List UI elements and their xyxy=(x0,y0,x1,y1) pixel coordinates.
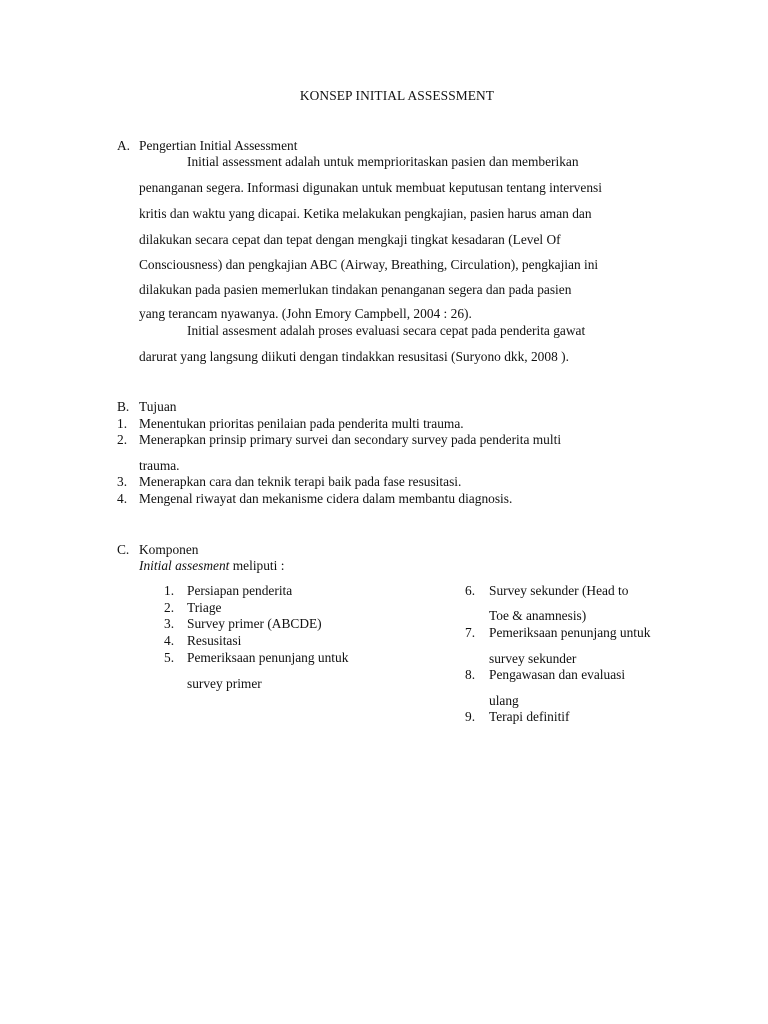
tujuan-num-3: 3. xyxy=(117,474,128,489)
section-b-marker: B. xyxy=(117,399,130,414)
para1-line-3: kritis dan waktu yang dicapai. Ketika melakukan pengkajian, pasien harus aman dan xyxy=(139,206,592,221)
para2-line-1: Initial assesment adalah proses evaluasi secara cepat pada penderita gawat xyxy=(187,323,586,338)
para1-line-6: dilakukan pada pasien memerlukan tindakan penanganan segera dan pada pasien xyxy=(139,282,572,297)
para1-line-2: penanganan segera. Informasi digunakan untuk membuat keputusan tentang intervensi xyxy=(139,180,602,195)
para2-line-2: darurat yang langsung diikuti dengan tindakkan resusitasi (Suryono dkk, 2008 ). xyxy=(139,349,569,364)
tujuan-item-3: Menerapkan cara dan teknik terapi baik pada fase resusitasi. xyxy=(139,474,462,489)
document-title: KONSEP INITIAL ASSESSMENT xyxy=(299,88,495,103)
komponen-item-3: Survey primer (ABCDE) xyxy=(187,616,322,631)
komponen-item-5-cont: survey primer xyxy=(187,676,262,691)
tujuan-item-2-cont: trauma. xyxy=(139,458,180,473)
komponen-num-9: 9. xyxy=(465,709,476,724)
tujuan-num-2: 2. xyxy=(117,432,128,447)
komponen-item-6: Survey sekunder (Head to xyxy=(489,583,629,598)
tujuan-num-4: 4. xyxy=(117,491,128,506)
komponen-num-5: 5. xyxy=(164,650,175,665)
komponen-intro xyxy=(139,558,284,574)
komponen-num-7: 7. xyxy=(465,625,476,640)
komponen-item-1: Persiapan penderita xyxy=(187,583,293,598)
komponen-num-6: 6. xyxy=(465,583,476,598)
komponen-item-9: Terapi definitif xyxy=(489,709,570,724)
komponen-item-5: Pemeriksaan penunjang untuk xyxy=(187,650,349,665)
komponen-item-8-cont: ulang xyxy=(489,693,519,708)
komponen-item-7-cont: survey sekunder xyxy=(489,651,577,666)
tujuan-item-1: Menentukan prioritas penilaian pada penderita multi trauma. xyxy=(139,416,464,431)
komponen-item-7: Pemeriksaan penunjang untuk xyxy=(489,625,651,640)
section-c-heading: Komponen xyxy=(139,542,199,557)
komponen-intro-italic: Initial assesment xyxy=(139,558,230,573)
komponen-num-8: 8. xyxy=(465,667,476,682)
komponen-num-3: 3. xyxy=(164,616,175,631)
section-c-marker: C. xyxy=(117,542,130,557)
section-a-heading: Pengertian Initial Assessment xyxy=(139,138,298,153)
komponen-num-1: 1. xyxy=(164,583,175,598)
tujuan-item-2: Menerapkan prinsip primary survei dan secondary survey pada penderita multi xyxy=(139,432,562,447)
section-a-marker: A. xyxy=(117,138,131,153)
para1-line-7: yang terancam nyawanya. (John Emory Campbell, 2004 : 26). xyxy=(139,306,472,321)
komponen-num-2: 2. xyxy=(164,600,175,615)
komponen-item-6-cont: Toe & anamnesis) xyxy=(489,608,587,623)
tujuan-num-1: 1. xyxy=(117,416,128,431)
komponen-item-8: Pengawasan dan evaluasi xyxy=(489,667,626,682)
komponen-num-4: 4. xyxy=(164,633,175,648)
komponen-intro-rest: meliputi : xyxy=(229,558,285,573)
komponen-item-2: Triage xyxy=(187,600,222,615)
para1-line-4: dilakukan secara cepat dan tepat dengan mengkaji tingkat kesadaran (Level Of xyxy=(139,232,561,247)
tujuan-item-4: Mengenal riwayat dan mekanisme cidera dalam membantu diagnosis. xyxy=(139,491,513,506)
section-b-heading: Tujuan xyxy=(139,399,177,414)
komponen-item-4: Resusitasi xyxy=(187,633,242,648)
para1-line-5: Consciousness) dan pengkajian ABC (Airway, Breathing, Circulation), pengkajian ini xyxy=(139,257,599,272)
para1-line-1: Initial assessment adalah untuk memprioritaskan pasien dan memberikan xyxy=(187,154,579,169)
